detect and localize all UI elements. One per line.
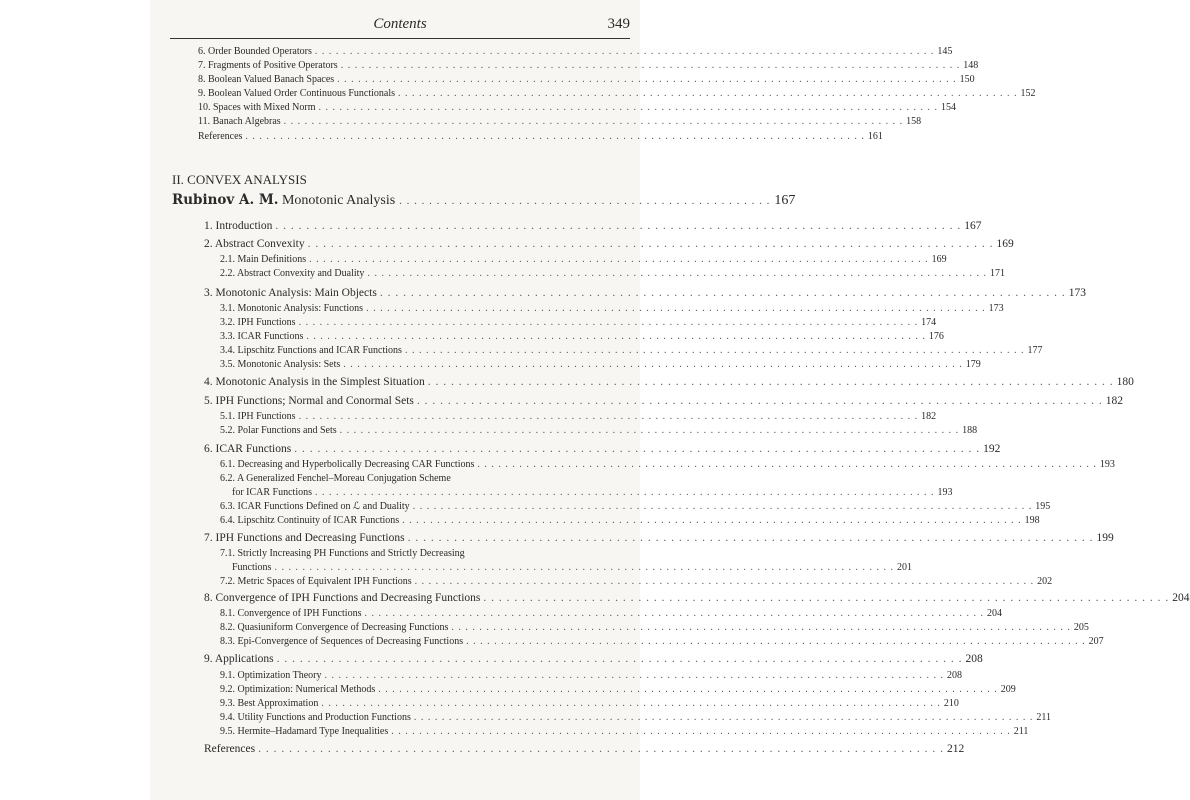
toc-entry: 5.2. Polar Functions and Sets . . . 188	[220, 425, 622, 436]
toc-entry: 6.4. Lipschitz Continuity of ICAR Functions . . . 198	[220, 515, 622, 526]
toc-entry: 8.2. Quasiuniform Convergence of Decreasing Functions . . . 205	[220, 622, 622, 633]
toc-entry: 3.3. ICAR Functions . . . 176	[220, 331, 622, 342]
toc-entry-continuation: Functions . . . 201	[232, 562, 622, 573]
page-number: 349	[607, 16, 630, 32]
toc-entry: 9.3. Best Approximation . . . 210	[220, 698, 622, 709]
toc-entry: 7.1. Strictly Increasing PH Functions and Strictly Decreasing	[220, 548, 465, 559]
toc-entry: 9.2. Optimization: Numerical Methods . . . 209	[220, 684, 622, 695]
toc-entry: 9.4. Utility Functions and Production Functions . . . 211	[220, 712, 622, 723]
toc-entry: 8.3. Epi-Convergence of Sequences of Decreasing Functions . . . 207	[220, 636, 622, 647]
toc-entry: 6. ICAR Functions . . . 192	[204, 443, 622, 455]
page-header	[170, 16, 630, 40]
toc-entry: 7. Fragments of Positive Operators . . . 148	[198, 60, 620, 71]
toc-entry: 6.1. Decreasing and Hyperbolically Decreasing CAR Functions . . . 193	[220, 459, 622, 470]
toc-entry: 9. Applications . . . 208	[204, 653, 622, 665]
article-heading: Rubinov A. M. Monotonic Analysis . . . . . . . . . . . . . . . . . . . . . . . . . . . . . . . . . . . . . . . . . . . . . . . . . . 167	[172, 192, 796, 208]
article-title: Monotonic Analysis	[281, 193, 396, 208]
toc-entry: 8. Convergence of IPH Functions and Decreasing Functions . . . 204	[204, 592, 622, 604]
header-rule	[170, 38, 630, 39]
toc-entry: 3.2. IPH Functions . . . 174	[220, 317, 622, 328]
toc-entry: 1. Introduction . . . 167	[204, 220, 622, 232]
toc-entry: 3.1. Monotonic Analysis: Functions . . . 173	[220, 303, 622, 314]
toc-entry: 7. IPH Functions and Decreasing Functions . . . 199	[204, 532, 622, 544]
toc-entry: 2. Abstract Convexity . . . 169	[204, 238, 622, 250]
section-heading: II. CONVEX ANALYSIS	[172, 172, 307, 187]
toc-entry: 9.5. Hermite–Hadamard Type Inequalities . . . 211	[220, 726, 622, 737]
toc-entry: 5.1. IPH Functions . . . 182	[220, 411, 622, 422]
toc-entry: 3.4. Lipschitz Functions and ICAR Functions . . . 177	[220, 345, 622, 356]
running-title: Contents	[373, 16, 427, 32]
toc-entry: 6. Order Bounded Operators . . . 145	[198, 46, 620, 57]
toc-entry: 8.1. Convergence of IPH Functions . . . 204	[220, 608, 622, 619]
toc-entry: 8. Boolean Valued Banach Spaces . . . 150	[198, 74, 620, 85]
toc-entry: 3.5. Monotonic Analysis: Sets . . . 179	[220, 359, 622, 370]
toc-entry-continuation: for ICAR Functions . . . 193	[232, 487, 622, 498]
toc-entry: References . . . 212	[204, 743, 622, 755]
article-page: 167	[774, 193, 796, 208]
toc-entry: References . . . 161	[198, 131, 620, 142]
toc-entry: 2.2. Abstract Convexity and Duality . . . 171	[220, 268, 622, 279]
toc-entry: 9. Boolean Valued Order Continuous Functionals . . . 152	[198, 88, 620, 99]
toc-entry: 6.3. ICAR Functions Defined on ℒ and Duality . . . 195	[220, 501, 622, 512]
toc-entry: 10. Spaces with Mixed Norm . . . 154	[198, 102, 620, 113]
toc-entry: 2.1. Main Definitions . . . 169	[220, 254, 622, 265]
toc-entry: 4. Monotonic Analysis in the Simplest Situation . . . 180	[204, 376, 622, 388]
toc-entry: 5. IPH Functions; Normal and Conormal Sets . . . 182	[204, 395, 622, 407]
toc-entry: 9.1. Optimization Theory . . . 208	[220, 670, 622, 681]
toc-entry: 3. Monotonic Analysis: Main Objects . . . 173	[204, 287, 622, 299]
toc-entry: 6.2. A Generalized Fenchel–Moreau Conjugation Scheme	[220, 473, 451, 484]
toc-entry: 11. Banach Algebras . . . 158	[198, 116, 620, 127]
article-author: Rubinov A. M.	[172, 192, 279, 208]
toc-entry: 7.2. Metric Spaces of Equivalent IPH Functions . . . 202	[220, 576, 622, 587]
